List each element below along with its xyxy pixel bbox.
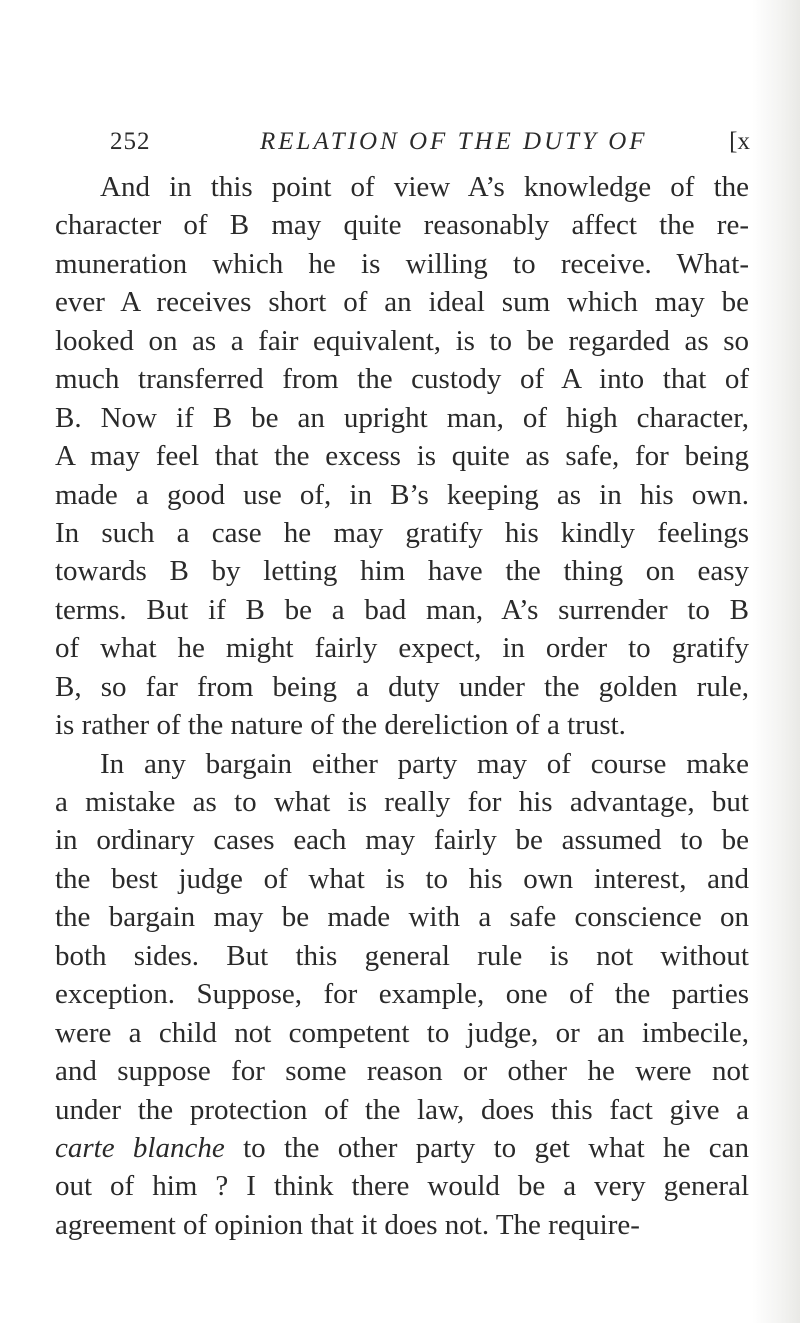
text-line: the best judge of what is to his own interest, and xyxy=(55,862,749,895)
text-line: were a child not competent to judge, or an imbecile, xyxy=(55,1016,749,1049)
text-line: both sides. But this general rule is not without xyxy=(55,939,749,972)
text-line: looked on as a fair equivalent, is to be regarded as so xyxy=(55,324,749,357)
text-line: muneration which he is willing to receive. What- xyxy=(55,247,749,280)
text-line: A may feel that the excess is quite as safe, for being xyxy=(55,440,749,473)
running-title: RELATION OF THE DUTY OF xyxy=(260,128,648,155)
text-line: terms. But if B be a bad man, A’s surrender to B xyxy=(55,593,749,626)
text-line: in ordinary cases each may fairly be assumed to be xyxy=(55,824,749,857)
text-line: a mistake as to what is really for his advantage, but xyxy=(55,786,749,818)
text-line: exception. Suppose, for example, one of the parties xyxy=(55,978,749,1011)
page-number: 252 xyxy=(110,128,151,155)
text-line: towards B by letting him have the thing on easy xyxy=(55,555,749,588)
section-mark: [x xyxy=(729,128,750,155)
text-line: is rather of the nature of the dereliction of a trust. xyxy=(55,709,626,742)
text-line: much transferred from the custody of A into that of xyxy=(55,363,749,396)
running-header xyxy=(110,128,750,164)
text-line: B. Now if B be an upright man, of high character, xyxy=(55,401,749,434)
text-line: character of B may quite reasonably affect the re- xyxy=(55,209,749,242)
text-fragment: to the other party to get what he can xyxy=(224,1131,749,1164)
text-line: And in this point of view A’s knowledge of the xyxy=(100,171,749,203)
text-line: In any bargain either party may of course make xyxy=(100,747,749,780)
text-line: B, so far from being a duty under the golden rule, xyxy=(55,670,749,703)
text-line: the bargain may be made with a safe conscience on xyxy=(55,901,749,934)
text-line-italic xyxy=(55,1129,749,1167)
text-line: and suppose for some reason or other he were not xyxy=(55,1055,749,1088)
text-line: of what he might fairly expect, in order to gratify xyxy=(55,632,749,665)
text-line: made a good use of, in B’s keeping as in his own. xyxy=(55,478,749,511)
italic-phrase: carte blanche xyxy=(55,1131,225,1164)
text-line: agreement of opinion that it does not. The require- xyxy=(55,1208,640,1241)
text-line: ever A receives short of an ideal sum which may be xyxy=(55,286,749,319)
text-line: under the protection of the law, does this fact give a xyxy=(55,1093,749,1126)
text-line: In such a case he may gratify his kindly feelings xyxy=(55,516,749,549)
text-line: out of him ? I think there would be a very general xyxy=(55,1170,749,1203)
body-text xyxy=(55,168,749,1244)
